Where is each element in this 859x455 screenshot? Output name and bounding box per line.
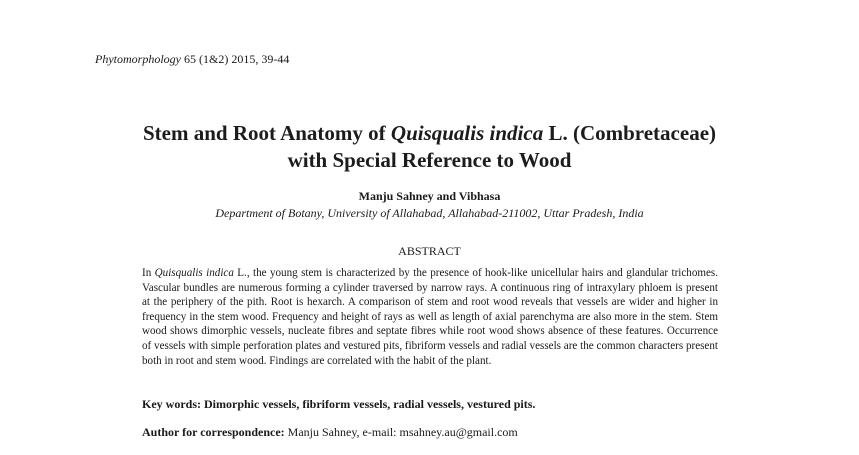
title-species: Quisqualis indica	[390, 121, 544, 145]
abstract-species: Quisqualis indica	[154, 267, 234, 279]
correspondence-label: Author for correspondence:	[142, 425, 285, 439]
abstract-text: L., the young stem is characterized by the presence of hook-like unicellular hairs and glandular trichomes. Vascular bundles are numerous forming a cylinder traversed by narrow rays. A continuous ring of intraxylary phloem is present at the periphery of the pith. Root is hexarch. A comparison of stem and root wood reveals that vessels are wider and higher in frequency in the stem wood. Frequency and height of rays as well as length of axial parenchyma are also more in the stem. Stem wood shows dimorphic vessels, nucleate fibres and septate fibres while root wood shows absence of these features. Occurrence of vessels with simple perforation plates and vestured pits, fibriform vessels and radial vessels are the common characters present both in root and stem wood. Findings are correlated with the habit of the plant.	[142, 267, 719, 367]
title-part-1: Stem and Root Anatomy of	[142, 121, 391, 145]
keywords: Key words: Dimorphic vessels, fibriform vessels, radial vessels, vestured pits.	[142, 397, 536, 411]
author-affiliation: Department of Botany, University of Allahabad, Allahabad-211002, Uttar Pradesh, India	[215, 206, 644, 220]
journal-name: Phytomorphology	[95, 52, 181, 66]
author-list: Manju Sahney and Vibhasa	[358, 189, 501, 203]
abstract-lead: In	[142, 267, 155, 279]
title-part-2: L. (Combretaceae)	[543, 121, 717, 145]
journal-citation	[95, 52, 289, 67]
paper-title	[0, 120, 859, 174]
abstract-body	[142, 266, 718, 368]
abstract-heading: ABSTRACT	[398, 244, 461, 258]
journal-issue: 65 (1&2) 2015, 39-44	[184, 52, 290, 66]
correspondence	[142, 425, 518, 440]
correspondence-text: Manju Sahney, e-mail: msahney.au@gmail.com	[284, 425, 518, 439]
title-line-2: with Special Reference to Wood	[287, 148, 572, 172]
